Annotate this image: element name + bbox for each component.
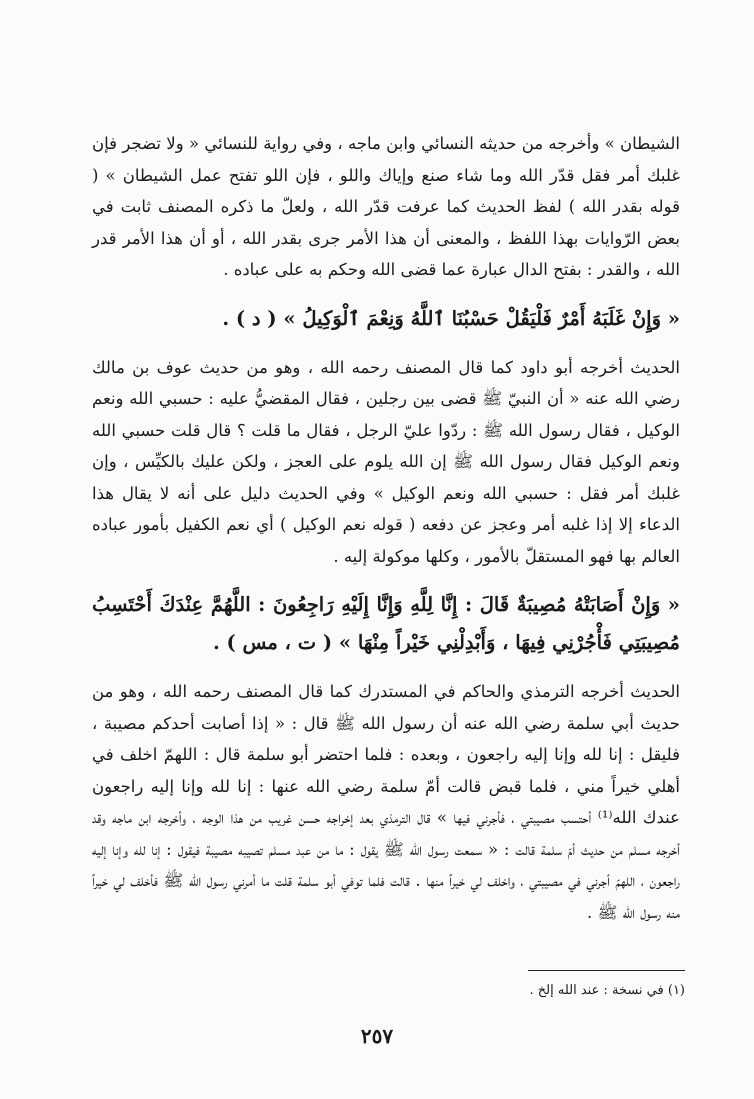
hadith-matn-2: « وَإِنْ أَصَابَتْهُ مُصِيبَةٌ قَالَ : إِنَّا لِلَّهِ وَإِنَّا إِلَيْهِ رَاجِعُونَ : اللَّهُمَّ عِنْدَكَ أَحْتَسِبُ مُصِيبَتِي فَأْجُرْنِي فِيهَا ، وَأَبْدِلْنِي خَيْراً مِنْهَا » ( ت ، مس ) .: [92, 593, 680, 654]
footnote: (١) في نسخة : عند الله إلخ .: [529, 983, 685, 998]
paragraph-3: الحديث أخرجه الترمذي والحاكم في المستدرك كما قال المصنف رحمه الله ، وهو من حديث أبي سلمة رضي الله عنه أن رسول الله ﷺ قال : « إذا أصابت أحدكم مصيبة ، فليقل : إنا لله وإنا إليه راجعون ، وبعده : فلما احتضر أبو سلمة قال : اللهمّ اخلف في أهلي خيراً مني ، فلما قبض قالت أمّ سلمة رضي الله عنها : إنا لله وإنا إليه راجعون عندك الله⁽¹⁾ أحتسب مصيبتي ، فأجرني فيها » قال الترمذي بعد إخراجه حسن غريب من هذا الوجه ، وأخرجه ابن ماجه وقد أخرجه مسلم من حديث أمّ سلمة قالت : « سمعت رسول الله ﷺ يقول : ما من عبد مسلم تصيبه مصيبة فيقول : إنا لله وإنا إليه راجعون ، اللهمّ أجرني في مصيبتي ، واخلف لي خيراً منها . قالت فلما توفي أبو سلمة قلت ما أمرني رسول الله ﷺ فأخلف لي خيراً منه رسول الله ﷺ .: [92, 682, 680, 922]
paragraph-2: الحديث أخرجه أبو داود كما قال المصنف رحمه الله ، وهو من حديث عوف بن مالك رضي الله عنه « أن النبيّ ﷺ قضى بين رجلين ، فقال المقضيُّ عليه : حسبي الله ونعم الوكيل ، فقال رسول الله ﷺ : ردّوا عليّ الرجل ، فقال ما قلت ؟ قال قلت حسبي الله ونعم الوكيل فقال رسول الله ﷺ إن الله يلوم على العجز ، ولكن عليك بالكيِّس ، وإن غلبك أمر فقل : حسبي الله ونعم الوكيل » وفي الحديث دليل على أنه لا يقال هذا الدعاء إلا إذا غلبه أمر وعجز عن دفعه ( قوله نعم الوكيل ) أي نعم الكفيل بأمور عباده العالم بها فهو المستقلّ بالأمور ، وكلها موكولة إليه .: [92, 357, 680, 566]
hadith-matn-1: « وَإِنْ غَلَبَهُ أَمْرٌ فَلْيَقُلْ حَسْبُنَا ٱللَّهُ وَنِعْمَ ٱلْوَكِيلُ » ( د ) .: [222, 306, 680, 330]
paragraph-1: الشيطان » وأخرجه من حديثه النسائي وابن ماجه ، وفي رواية للنسائي « ولا تضجر فإن غلبك أمر فقل قدّر الله وما شاء صنع وإياك واللو ، فإن اللو تفتح عمل الشيطان » ( قوله بقدر الله ) لفظ الحديث كما عرفت قدّر الله ، ولعلّ ما ذكره المصنف ثابت في بعض الرّوايات بهذا اللفظ ، والمعنى أن هذا الأمر جرى بقدر الله ، أو أن هذا الأمر قدر الله ، والقدر : بفتح الدال عبارة عما قضى الله وحكم به على عباده .: [92, 134, 680, 279]
page-body: [92, 128, 680, 928]
page-number: ٢٥٧: [360, 1024, 394, 1048]
footnote-divider: [528, 970, 685, 971]
